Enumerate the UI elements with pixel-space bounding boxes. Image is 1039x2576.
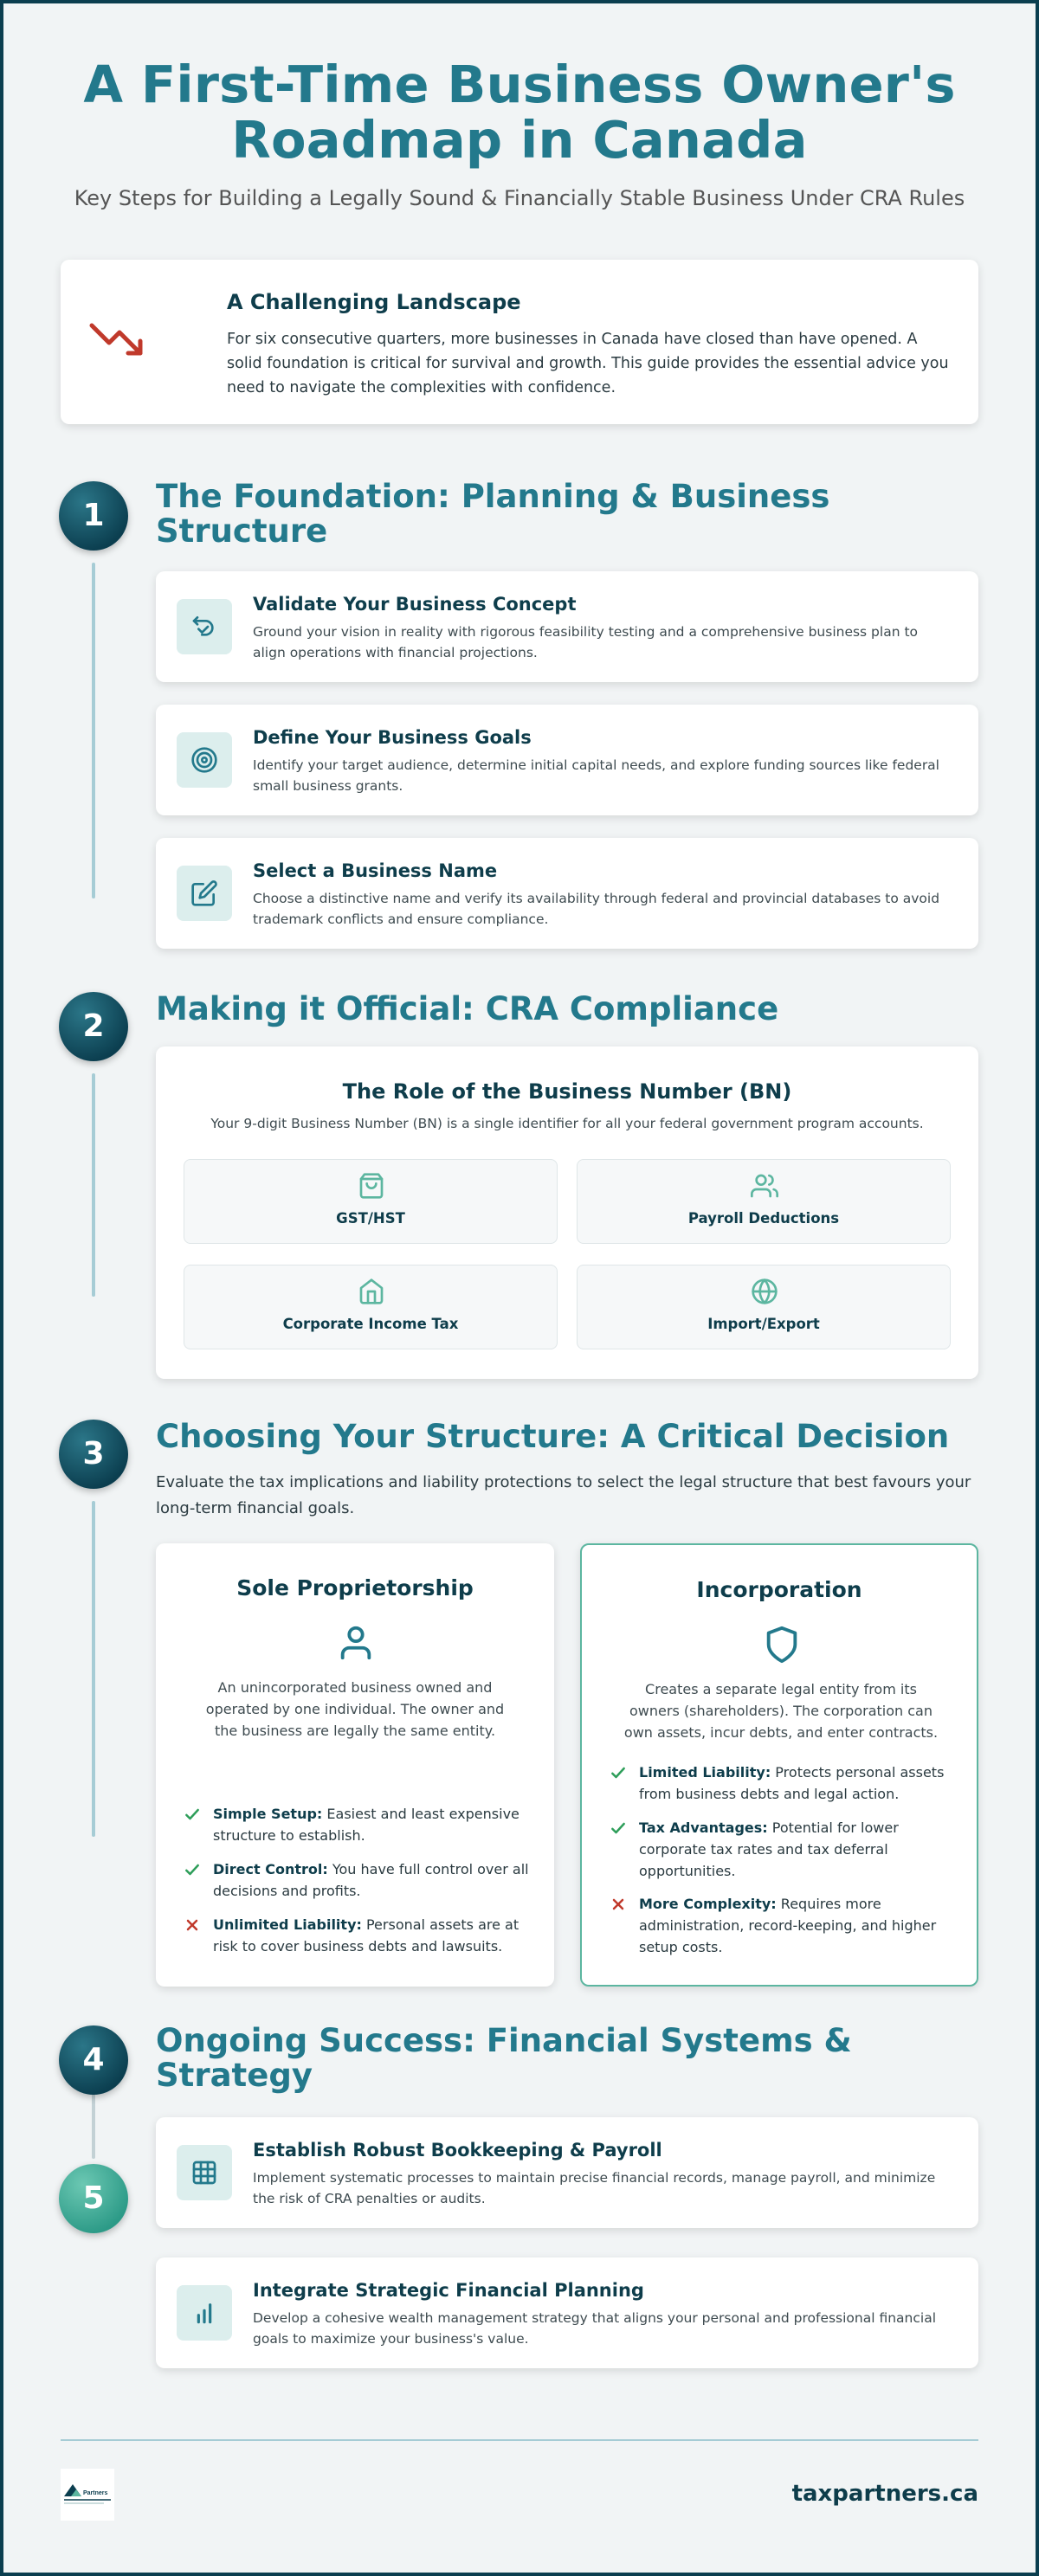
step-number-1: 1 xyxy=(59,481,128,551)
intro-card xyxy=(61,260,978,424)
step-text: Identify your target audience, determine initial capital needs, and explore funding sources like federal small business grants. xyxy=(253,757,939,794)
shopping-bag-icon xyxy=(358,1172,385,1200)
step-icon-box xyxy=(177,732,232,788)
website-link[interactable]: taxpartners.ca xyxy=(791,2481,978,2507)
step-number-3: 3 xyxy=(59,1420,128,1489)
intro-text: For six consecutive quarters, more businesses in Canada have closed than have opened. A solid foundation is critical for survival and growth. This guide provides the essential advice you need to navigate the complexities with confidence. xyxy=(227,331,949,396)
logo-mark xyxy=(61,2469,114,2521)
company-logo xyxy=(61,2469,114,2521)
target-icon xyxy=(190,746,218,774)
account-payroll xyxy=(577,1159,951,1244)
svg-text:Partners: Partners xyxy=(83,2490,108,2496)
page-subtitle: Key Steps for Building a Legally Sound & Financially Stable Business Under CRA Rules xyxy=(74,186,965,210)
step-card-name xyxy=(156,838,978,949)
step-number-4: 4 xyxy=(59,2025,128,2095)
step-icon-box xyxy=(177,2145,232,2200)
check-icon xyxy=(184,1806,201,1823)
edit-icon xyxy=(190,879,218,907)
bn-title: The Role of the Business Number (BN) xyxy=(342,1079,792,1104)
check-icon xyxy=(610,1764,627,1781)
account-label: Payroll Deductions xyxy=(687,1210,840,1227)
step-icon-box xyxy=(177,599,232,654)
con-point: Unlimited Liability: Personal assets are at risk to cover business debts and lawsuits. xyxy=(184,1914,530,1957)
check-icon xyxy=(184,1861,201,1878)
step-card-financial-planning xyxy=(156,2257,978,2368)
refresh-check-icon xyxy=(190,613,218,641)
home-icon xyxy=(358,1278,385,1305)
step-number-2: 2 xyxy=(59,992,128,1061)
incorporation-card xyxy=(580,1543,978,1987)
bn-text: Your 9-digit Business Number (BN) is a single identifier for all your federal government program accounts. xyxy=(210,1116,924,1131)
shield-icon xyxy=(762,1625,802,1665)
structure-desc: Creates a separate legal entity from its owners (shareholders). The corporation can own assets, incur debts, and enter contracts. xyxy=(623,1681,939,1741)
step-title: Define Your Business Goals xyxy=(253,727,532,748)
structure-desc: An unincorporated business owned and operated by one individual. The owner and the business are legally the same entity. xyxy=(205,1679,505,1739)
structure-title: Incorporation xyxy=(696,1577,862,1602)
page xyxy=(3,3,1036,2573)
users-icon xyxy=(751,1172,778,1200)
globe-icon xyxy=(751,1278,778,1305)
step-card-validate xyxy=(156,571,978,682)
pro-point: Limited Liability: Protects personal assets from business debts and legal action. xyxy=(610,1761,956,1805)
account-corporate-tax xyxy=(184,1265,558,1349)
section-lead: Evaluate the tax implications and liability protections to select the legal structure that best favours your long-term financial goals. xyxy=(156,1473,971,1517)
account-import-export xyxy=(577,1265,951,1349)
step-text: Implement systematic processes to maintain precise financial records, manage payroll, and minimize the risk of CRA penalties or audits. xyxy=(253,2170,936,2206)
user-icon xyxy=(336,1623,376,1663)
page-title: A First-Time Business Owner's Roadmap in Canada xyxy=(83,55,956,170)
section-title-3: Choosing Your Structure: A Critical Decision xyxy=(156,1418,950,1455)
account-label: GST/HST xyxy=(336,1210,405,1227)
x-icon xyxy=(610,1896,627,1913)
section-title-2: Making it Official: CRA Compliance xyxy=(156,990,779,1027)
account-gst-hst xyxy=(184,1159,558,1244)
timeline-line xyxy=(92,1501,95,1837)
con-point: More Complexity: Requires more administration, record-keeping, and higher setup costs. xyxy=(610,1893,956,1958)
pro-point: Tax Advantages: Potential for lower corporate tax rates and tax deferral opportunities. xyxy=(610,1817,956,1882)
section-title-1: The Foundation: Planning & Business Structure xyxy=(156,478,830,550)
footer-divider xyxy=(61,2439,978,2441)
account-label: Import/Export xyxy=(707,1316,820,1332)
timeline-line xyxy=(92,1073,95,1297)
x-icon xyxy=(184,1916,201,1934)
intro-title: A Challenging Landscape xyxy=(227,290,521,314)
business-number-card xyxy=(156,1046,978,1379)
section-title-4: Ongoing Success: Financial Systems & Strategy xyxy=(156,2022,852,2094)
step-title: Establish Robust Bookkeeping & Payroll xyxy=(253,2140,662,2161)
step-text: Develop a cohesive wealth management strategy that aligns your personal and professional financial goals to maximize your business's value. xyxy=(253,2310,937,2347)
step-card-goals xyxy=(156,705,978,815)
step-title: Select a Business Name xyxy=(253,860,498,881)
step-title: Integrate Strategic Financial Planning xyxy=(253,2280,644,2301)
step-card-bookkeeping xyxy=(156,2117,978,2228)
bar-chart-icon xyxy=(190,2299,218,2327)
structure-title: Sole Proprietorship xyxy=(236,1575,474,1600)
pro-point: Simple Setup: Easiest and least expensive structure to establish. xyxy=(184,1803,530,1846)
pro-point: Direct Control: You have full control over all decisions and profits. xyxy=(184,1858,530,1902)
step-number-5: 5 xyxy=(59,2164,128,2233)
trending-down-icon xyxy=(88,317,145,360)
grid-icon xyxy=(190,2159,218,2186)
step-icon-box xyxy=(177,2285,232,2341)
header xyxy=(3,57,1036,210)
step-text: Ground your vision in reality with rigorous feasibility testing and a comprehensive business plan to align operations with financial projections. xyxy=(253,624,919,660)
timeline-line xyxy=(92,563,95,898)
step-icon-box xyxy=(177,866,232,921)
step-text: Choose a distinctive name and verify its availability through federal and provincial databases to avoid trademark conflicts and ensure compliance. xyxy=(253,891,940,927)
account-label: Corporate Income Tax xyxy=(282,1316,459,1332)
check-icon xyxy=(610,1819,627,1837)
step-title: Validate Your Business Concept xyxy=(253,594,577,615)
sole-proprietorship-card xyxy=(156,1543,554,1987)
